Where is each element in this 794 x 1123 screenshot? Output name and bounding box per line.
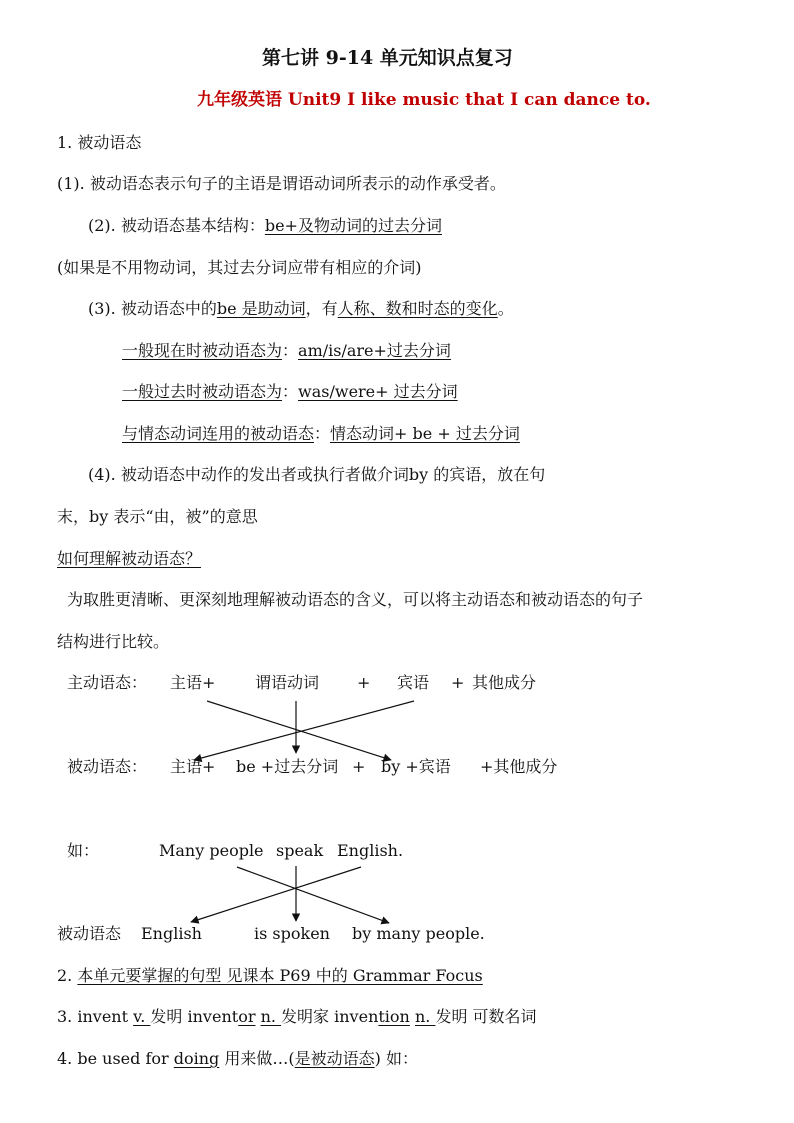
page-subtitle: 九年级英语 Unit9 I like music that I can dance to. bbox=[197, 90, 651, 110]
active-verb: 谓语动词 bbox=[255, 673, 320, 692]
example-passive-label: 被动语态 bbox=[57, 924, 122, 943]
item-3-f: n. bbox=[260, 1007, 282, 1026]
active-object: 宾语 bbox=[397, 673, 430, 692]
paragraph-6: 末，by 表示“由，被”的意思 bbox=[57, 507, 258, 526]
active-plus-1: + bbox=[357, 673, 371, 692]
tense-past bbox=[122, 382, 458, 402]
tense-modal bbox=[122, 424, 520, 444]
tense-present-colon: ： bbox=[282, 341, 299, 360]
example-passive-verb: is spoken bbox=[254, 924, 330, 943]
arrow-object-to-subject bbox=[194, 701, 414, 760]
item-4 bbox=[57, 1049, 418, 1069]
item-2-text: 本单元要掌握的句型 见课本 P69 中的 Grammar Focus bbox=[77, 966, 483, 985]
page-title: 第七讲 9-14 单元知识点复习 bbox=[262, 47, 513, 69]
example-passive-subject: English bbox=[141, 924, 202, 943]
arrow-example-subject-to-by bbox=[237, 867, 389, 923]
item-2-prefix: 2. bbox=[57, 966, 78, 985]
p4-d: 人称、数和时态的变化 bbox=[337, 299, 498, 318]
tense-present bbox=[122, 341, 451, 361]
item-3-j: n. bbox=[414, 1007, 436, 1026]
p4-b: be 是助动词 bbox=[216, 299, 306, 318]
item-3-d: or bbox=[238, 1007, 256, 1026]
example-label: 如： bbox=[67, 841, 100, 860]
item-3-b: v. bbox=[133, 1007, 151, 1026]
item-4-b: doing bbox=[173, 1049, 220, 1068]
tense-past-label: 一般过去时被动语态为 bbox=[122, 382, 283, 401]
paragraph-5: (4). 被动语态中动作的发出者或执行者做介词by 的宾语，放在句 bbox=[88, 465, 546, 484]
active-subject: 主语+ bbox=[170, 673, 216, 692]
item-3-c: 发明 invent bbox=[150, 1007, 239, 1026]
item-3 bbox=[57, 1007, 537, 1027]
item-3-h: tion bbox=[378, 1007, 410, 1026]
tense-modal-label: 与情态动词连用的被动语态 bbox=[122, 424, 315, 443]
paragraph-1: (1). 被动语态表示句子的主语是谓语动词所表示的动作承受者。 bbox=[57, 174, 506, 193]
item-2 bbox=[57, 966, 483, 986]
passive-plus: + bbox=[352, 757, 366, 776]
paragraph-2-prefix: (2). 被动语态基本结构： bbox=[88, 216, 265, 235]
example-object: English. bbox=[337, 841, 404, 860]
paragraph-4 bbox=[88, 299, 514, 319]
tense-modal-colon: ： bbox=[314, 424, 331, 443]
p4-e: 。 bbox=[497, 299, 514, 318]
item-4-c: 用来做…( bbox=[219, 1049, 295, 1068]
item-3-k: 发明 可数名词 bbox=[435, 1007, 537, 1026]
tense-present-form: am/is/are+过去分词 bbox=[298, 341, 451, 360]
arrow-subject-to-by bbox=[207, 701, 391, 760]
passive-voice-label: 被动语态： bbox=[67, 757, 148, 776]
active-voice-label: 主动语态： bbox=[67, 673, 148, 692]
section-heading: 1. 被动语态 bbox=[57, 133, 142, 152]
how-to-understand-title: 如何理解被动语态？ bbox=[57, 549, 202, 568]
passive-other: +其他成分 bbox=[480, 757, 558, 776]
passive-subject: 主语+ bbox=[170, 757, 216, 776]
active-other: 其他成分 bbox=[472, 673, 537, 692]
item-3-a: 3. invent bbox=[57, 1007, 134, 1026]
p4-c: ，有 bbox=[305, 299, 338, 318]
example-passive-by: by many people. bbox=[352, 924, 485, 943]
passive-by: by +宾语 bbox=[381, 757, 451, 776]
item-4-e: ) 如： bbox=[374, 1049, 418, 1068]
how-paragraph-1: 为取胜更清晰、更深刻地理解被动语态的含义，可以将主动语态和被动语态的句子 bbox=[67, 590, 644, 609]
tense-past-colon: ： bbox=[282, 382, 299, 401]
item-3-g: 发明家 inven bbox=[281, 1007, 379, 1026]
example-verb: speak bbox=[276, 841, 324, 860]
tense-past-form: was/were+ 过去分词 bbox=[298, 382, 458, 401]
passive-verb: be +过去分词 bbox=[236, 757, 339, 776]
active-plus-2: + bbox=[451, 673, 465, 692]
tense-present-label: 一般现在时被动语态为 bbox=[122, 341, 283, 360]
paragraph-2 bbox=[88, 216, 442, 236]
paragraph-2-structure: be+及物动词的过去分词 bbox=[264, 216, 442, 235]
item-4-d: 是被动语态 bbox=[294, 1049, 375, 1068]
how-paragraph-2: 结构进行比较。 bbox=[57, 632, 170, 651]
example-subject: Many people bbox=[159, 841, 264, 860]
item-4-a: 4. be used for bbox=[57, 1049, 174, 1068]
p4-a: (3). 被动语态中的 bbox=[88, 299, 217, 318]
paragraph-3: (如果是不用物动词，其过去分词应带有相应的介词) bbox=[57, 258, 422, 277]
arrow-example-object-to-subject bbox=[191, 867, 361, 922]
tense-modal-form: 情态动词+ be + 过去分词 bbox=[330, 424, 520, 443]
